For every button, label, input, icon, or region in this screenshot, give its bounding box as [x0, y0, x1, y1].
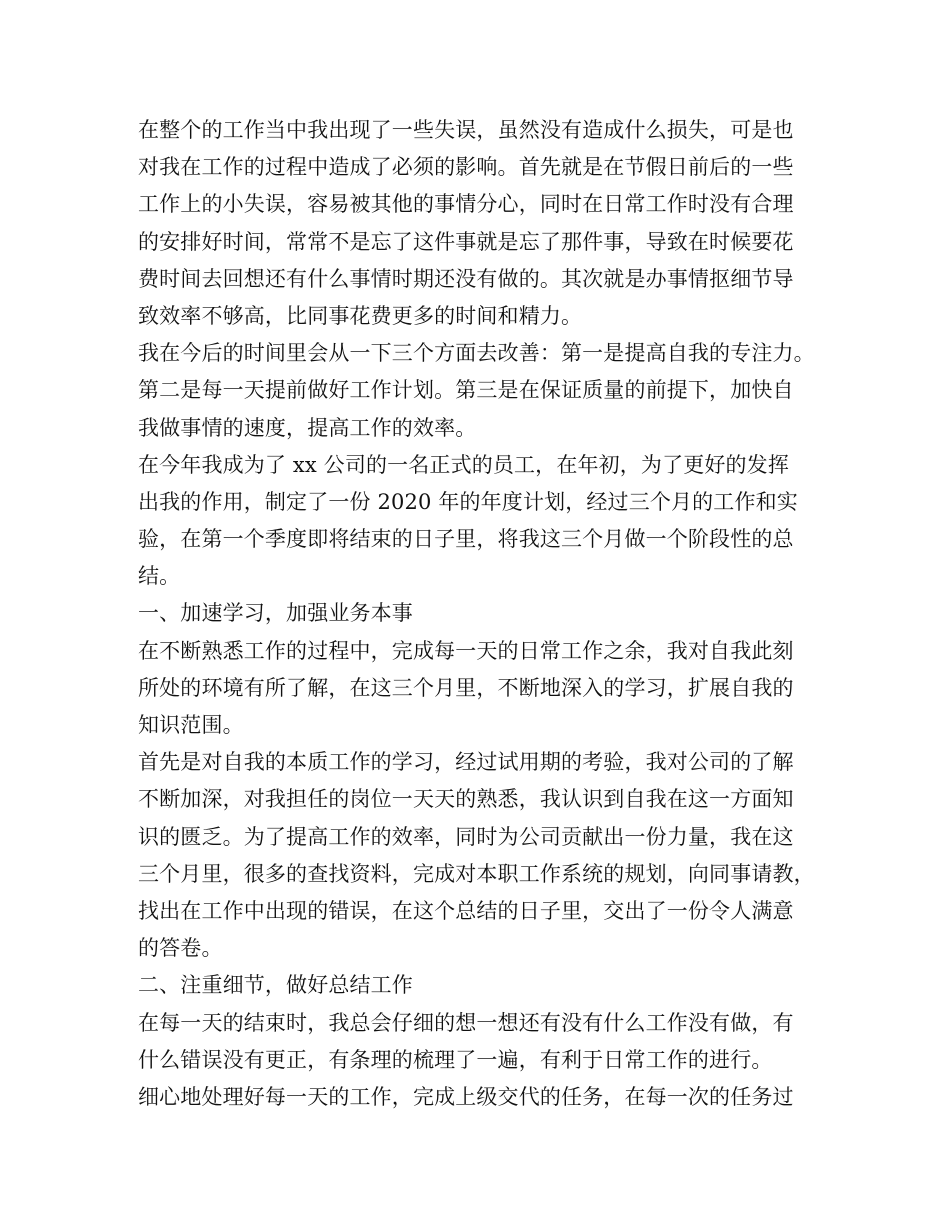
text-line: 的答卷。	[138, 936, 223, 961]
text-line: 不断加深，对我担任的岗位一天天的熟悉，我认识到自我在这一方面知	[138, 787, 794, 812]
text-line: 细心地处理好每一天的工作，完成上级交代的任务，在每一次的任务过	[138, 1084, 794, 1109]
text-line: 结。	[138, 564, 181, 589]
text-line: 费时间去回想还有什么事情时期还没有做的。其次就是办事情抠细节导	[138, 266, 794, 291]
text-line: 三个月里，很多的查找资料，完成对本职工作系统的规划，向同事请教，	[138, 861, 815, 886]
text-line: 什么错误没有更正，有条理的梳理了一遍，有利于日常工作的进行。	[138, 1047, 773, 1072]
text-line: 知识范围。	[138, 713, 244, 737]
text-line: 第二是每一天提前做好工作计划。第三是在保证质量的前提下，加快自	[138, 378, 794, 403]
text-line: 识的匮乏。为了提高工作的效率，同时为公司贡献出一份力量，我在这	[138, 824, 794, 849]
text-line: 我在今后的时间里会从一下三个方面去改善：第一是提高自我的专注力。	[138, 341, 815, 366]
text-line: 致效率不够高，比同事花费更多的时间和精力。	[138, 303, 583, 328]
document-body	[138, 112, 822, 1116]
text-line: 首先是对自我的本质工作的学习，经过试用期的考验，我对公司的了解	[138, 750, 794, 775]
text-line: 在今年我成为了 xx 公司的一名正式的员工，在年初，为了更好的发挥	[138, 452, 789, 477]
section-heading: 一、加速学习，加强业务本事	[138, 601, 413, 626]
text-line: 工作上的小失误，容易被其他的事情分心，同时在日常工作时没有合理	[138, 192, 794, 217]
text-line: 在不断熟悉工作的过程中，完成每一天的日常工作之余，我对自我此刻	[138, 638, 794, 663]
text-line: 的安排好时间，常常不是忘了这件事就是忘了那件事，导致在时候要花	[138, 229, 794, 254]
section-heading: 二、注重细节，做好总结工作	[138, 973, 413, 998]
text-line: 所处的环境有所了解，在这三个月里，不断地深入的学习，扩展自我的	[138, 675, 794, 700]
text-line: 在每一天的结束时，我总会仔细的想一想还有没有什么工作没有做，有	[138, 1010, 794, 1035]
text-line: 我做事情的速度，提高工作的效率。	[138, 415, 477, 440]
text-line: 出我的作用，制定了一份 2020 年的年度计划，经过三个月的工作和实	[138, 489, 798, 514]
text-line: 验，在第一个季度即将结束的日子里，将我这三个月做一个阶段性的总	[138, 527, 794, 552]
text-line: 在整个的工作当中我出现了一些失误，虽然没有造成什么损失，可是也	[138, 118, 794, 142]
text-line: 找出在工作中出现的错误，在这个总结的日子里，交出了一份令人满意	[138, 898, 794, 923]
text-line: 对我在工作的过程中造成了必须的影响。首先就是在节假日前后的一些	[138, 155, 794, 180]
